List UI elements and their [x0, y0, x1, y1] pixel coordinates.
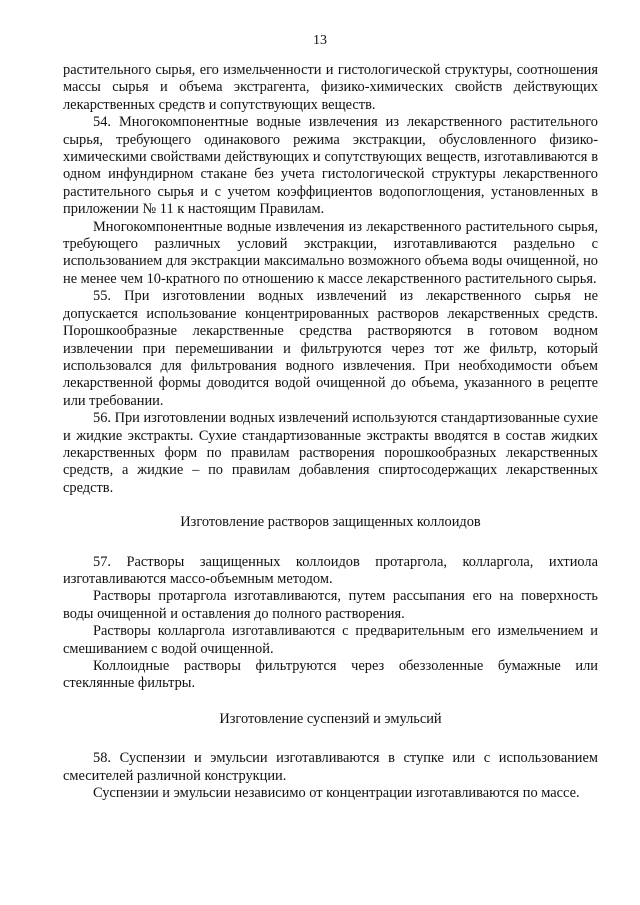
paragraph-54: 54. Многокомпонентные водные извлечения из лекарственного растительного сырья, требующего одинакового режима экстракции, обусловленного физико-химическими свойствами действующих и сопутствующих веществ, изготавливаются в одном инфундирном стакане без учета гистологической структуры лекарственного растительного сырья и с учетом коэффициентов водопоглощения, установленных в приложении № 11 к настоящим Правилам.: [63, 114, 598, 218]
paragraph-54-second: Многокомпонентные водные извлечения из лекарственного растительного сырья, требующего различных условий экстракции, изготавливаются раздельно с использованием для экстракции максимально возможного объема воды очищенной, но не менее чем 10-кратного по отношению к массе лекарственного растительного сырья.: [63, 218, 598, 287]
paragraph-58: 58. Суспензии и эмульсии изготавливаются в ступке или с использованием смесителей различной конструкции.: [63, 750, 598, 784]
section-heading-suspensions: Изготовление суспензий и эмульсий: [219, 710, 442, 727]
paragraph-57: 57. Растворы защищенных коллоидов протаргола, колларгола, ихтиола изготавливаются массо-объемным методом.: [63, 553, 598, 587]
page-number: 13: [313, 33, 327, 48]
paragraph-continuation: растительного сырья, его измельченности и гистологической структуры, соотношения массы сырья и объема экстрагента, физико-химических свойств действующих лекарственных средств и сопутствующих веществ.: [63, 62, 598, 113]
paragraph-57-filters: Коллоидные растворы фильтруются через обеззоленные бумажные или стеклянные фильтры.: [63, 658, 598, 692]
section-heading-colloids: Изготовление растворов защищенных коллоидов: [180, 514, 481, 531]
paragraph-57-collargol: Растворы колларгола изготавливаются с предварительным его измельчением и смешиванием с водой очищенной.: [63, 623, 598, 657]
paragraph-57-protargol: Растворы протаргола изготавливаются, путем рассыпания его на поверхность воды очищенной и оставления до полного растворения.: [63, 588, 598, 622]
paragraph-58-mass: Суспензии и эмульсии независимо от концентрации изготавливаются по массе.: [93, 785, 580, 802]
paragraph-55: 55. При изготовлении водных извлечений из лекарственного сырья не допускается использование концентрированных растворов лекарственных средств. Порошкообразные лекарственные средства растворяются в готовом водном извлечении при перемешивании и фильтруются через тот же фильтр, который использовался для фильтрования водного извлечения. При необходимости объем лекарственной формы доводится водой очищенной до объема, указанного в рецепте или требовании.: [63, 288, 598, 409]
document-body: [63, 62, 598, 802]
paragraph-56: 56. При изготовлении водных извлечений используются стандартизованные сухие и жидкие экстракты. Сухие стандартизованные экстракты вводятся в состав жидких лекарственных форм по правилам растворения порошкообразных лекарственных средств, а жидкие – по правилам добавления спиртосодержащих лекарственных средств.: [63, 410, 598, 496]
